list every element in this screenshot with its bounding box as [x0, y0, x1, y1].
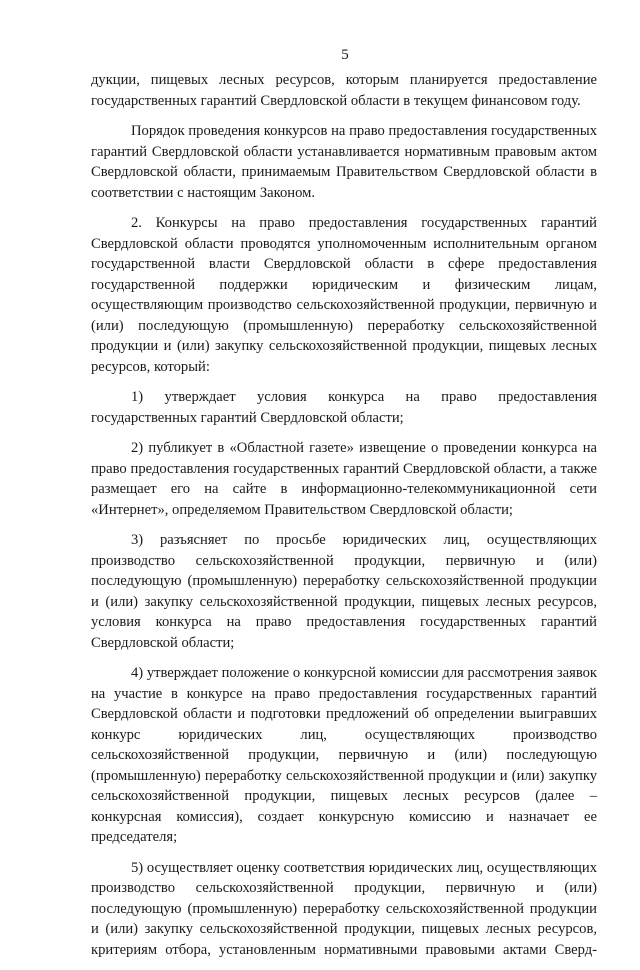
- list-item-3: 3) разъясняет по просьбе юридических лиц, осуществляющих производство сельскохозяйственной продукции, первичную и (или) последующую (промышленную) переработку сельскохозяйственной продукции и (или) закупку сельскохозяйственной продукции, пищевых лесных ресурсов, условия конкурса на право предоставления государственных гарантий Свердловской области;: [91, 532, 597, 651]
- document-body: [91, 70, 597, 970]
- list-item-2: 2) публикует в «Областной газете» извещение о проведении конкурса на право предоставления государственных гарантий Свердловской области, а также размещает его на сайте в информационно-телекоммуникационной сети «Интернет», определяемом Правительством Свердловской области;: [91, 440, 597, 518]
- paragraph-clause-2: 2. Конкурсы на право предоставления государственных гарантий Свердловской области проводятся уполномоченным исполнительным органом государственной власти Свердловской области в сфере предоставления государственной поддержки юридическим и физическим лицам, осуществляющим производство сельскохозяйственной продукции, первичную и (или) последующую (промышленную) переработку сельскохозяйственной продукции и (или) закупку сельскохозяйственной продукции, пищевых лесных ресурсов, который:: [91, 215, 597, 375]
- paragraph-continuation: дукции, пищевых лесных ресурсов, которым планируется предоставление государственных гарантий Свердловской области в текущем финансовом году.: [91, 72, 597, 109]
- page-number: 5: [341, 47, 349, 63]
- paragraph-competition-procedure: Порядок проведения конкурсов на право предоставления государственных гарантий Свердловской области устанавливается нормативным правовым актом Свердловской области, принимаемым Правительством Свердловской области в соответствии с настоящим Законом.: [91, 123, 597, 201]
- list-item-5: 5) осуществляет оценку соответствия юридических лиц, осуществляющих производство сельскохозяйственной продукции, первичную и (или) последующую (промышленную) переработку сельскохозяйственной продукции и (или) закупку сельскохозяйственной продукции, пищевых лесных ресурсов, критериям отбора, установленным нормативными правовыми актами Сверд-: [91, 859, 597, 958]
- list-item-4: 4) утверждает положение о конкурсной комиссии для рассмотрения заявок на участие в конкурсе на право предоставления государственных гарантий Свердловской области и подготовки предложений об определении выигравших конкурс юридических лиц, осуществляющих производство сельскохозяйственной продукции, первичную и (или) последующую (промышленную) переработку сельскохозяйственной продукции и (или) закупку сельскохозяйственной продукции, пищевых лесных ресурсов (далее – конкурсная комиссия), создает конкурсную комиссию и назначает ее председателя;: [91, 665, 597, 845]
- list-item-1: 1) утверждает условия конкурса на право предоставления государственных гарантий Свердловской области;: [91, 389, 597, 426]
